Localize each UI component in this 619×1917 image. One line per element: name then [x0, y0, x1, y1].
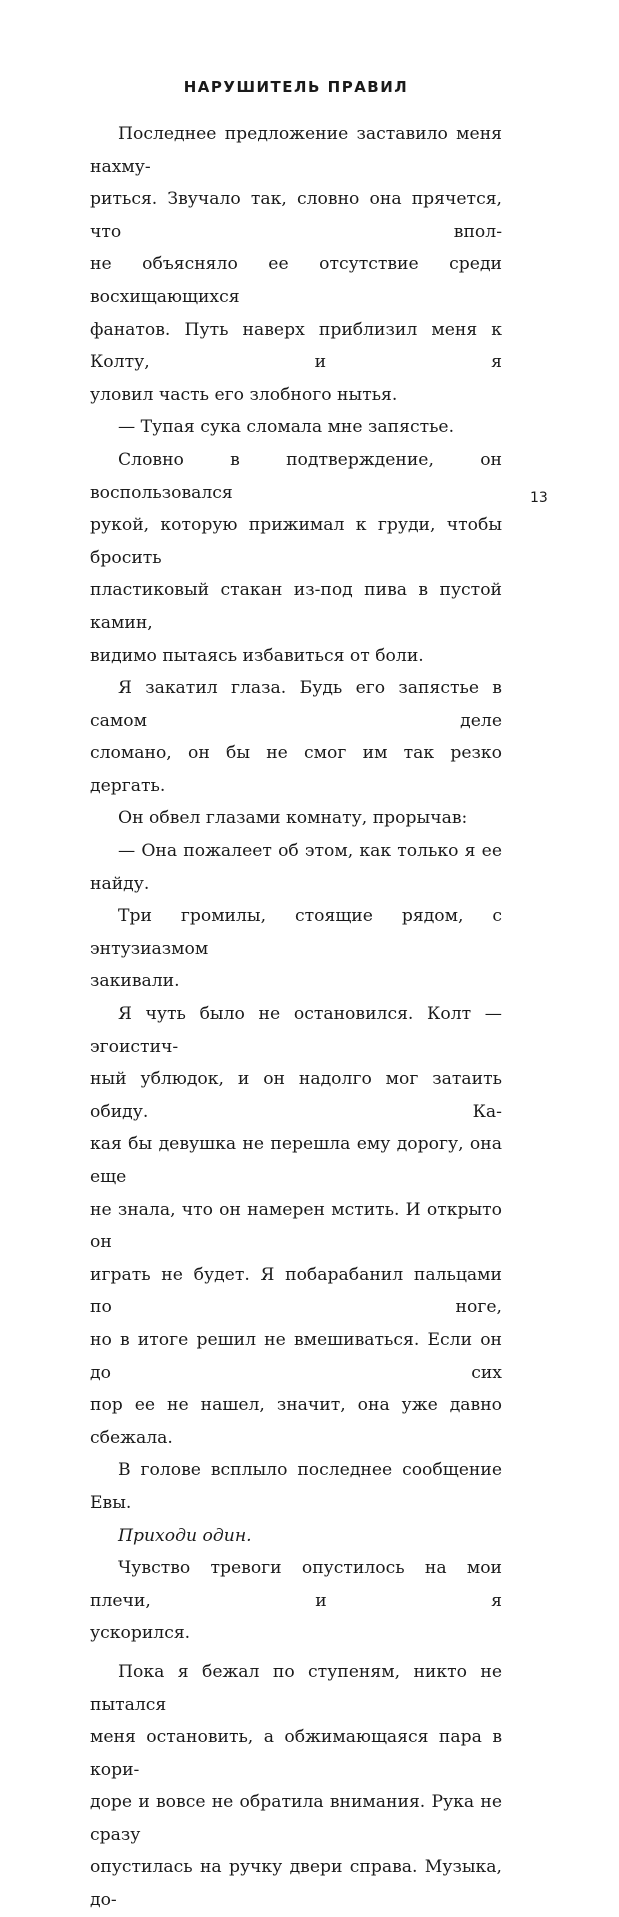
text-line: Я чуть было не остановился. Колт — эгоистич-	[90, 1004, 502, 1057]
text-line: закивали.	[90, 971, 180, 992]
text-line: ускорился.	[90, 1623, 191, 1644]
paragraph	[90, 411, 502, 444]
paragraph	[90, 1656, 502, 1917]
paragraph	[90, 835, 502, 900]
text-line: — Она пожалеет об этом, как только я ее найду.	[90, 841, 502, 894]
text-line: уловил часть его злобного нытья.	[90, 384, 398, 405]
paragraph	[90, 998, 502, 1454]
text-line: Я закатил глаза. Будь его запястье в самом деле	[90, 678, 502, 731]
text-line: Он обвел глазами комнату, прорычав:	[118, 808, 468, 829]
paragraph	[90, 900, 502, 998]
text-line: ный ублюдок, и он надолго мог затаить обиду. Ка-	[90, 1069, 502, 1122]
paragraph	[90, 672, 502, 802]
text-line: Три громилы, стоящие рядом, с энтузиазмом	[90, 906, 502, 959]
text-line: кая бы девушка не перешла ему дорогу, она еще	[90, 1134, 502, 1187]
text-line: Последнее предложение заставило меня нахму-	[90, 124, 502, 177]
text-line: — Тупая сука сломала мне запястье.	[118, 417, 455, 438]
text-line: видимо пытаясь избавиться от боли.	[90, 645, 424, 666]
text-line: меня остановить, а обжимающаяся пара в кори-	[90, 1727, 502, 1780]
body-text	[90, 118, 502, 1917]
text-line: играть не будет. Я побарабанил пальцами по ноге,	[90, 1264, 502, 1318]
paragraph	[90, 1520, 502, 1553]
text-line: но в итоге решил не вмешиваться. Если он до сих	[90, 1329, 502, 1383]
paragraph	[90, 118, 502, 411]
text-line: фанатов. Путь наверх приблизил меня к Колту, и я	[90, 319, 502, 373]
text-line: В голове всплыло последнее сообщение Евы.	[90, 1460, 502, 1513]
text-line: Словно в подтверждение, он воспользовался	[90, 449, 502, 503]
text-line: пор ее не нашел, значит, она уже давно сбежала.	[90, 1395, 502, 1448]
paragraph	[90, 1552, 502, 1650]
paragraph	[90, 1454, 502, 1519]
text-line: опустилась на ручку двери справа. Музыка, до-	[90, 1857, 502, 1911]
text-line: доре и вовсе не обратила внимания. Рука не сразу	[90, 1792, 502, 1845]
paragraph	[90, 444, 502, 672]
paragraph	[90, 802, 502, 835]
text-line: сломано, он бы не смог им так резко дергать.	[90, 743, 502, 796]
text-line: Пока я бежал по ступеням, никто не пытался	[90, 1661, 502, 1715]
text-line: Приходи один.	[118, 1525, 252, 1546]
text-line: пластиковый стакан из-под пива в пустой камин,	[90, 580, 502, 633]
text-line: рукой, которую прижимал к груди, чтобы бросить	[90, 515, 502, 568]
page-number: 13	[530, 490, 548, 506]
running-head: НАРУШИТЕЛЬ ПРАВИЛ	[183, 78, 409, 96]
text-line: не объясняло ее отсутствие среди восхищающихся	[90, 254, 502, 307]
text-line: не знала, что он намерен мстить. И открыто он	[90, 1199, 502, 1253]
text-line: Чувство тревоги опустилось на мои плечи, и я	[90, 1558, 502, 1611]
text-line: риться. Звучало так, словно она прячется, что впол-	[90, 189, 502, 242]
